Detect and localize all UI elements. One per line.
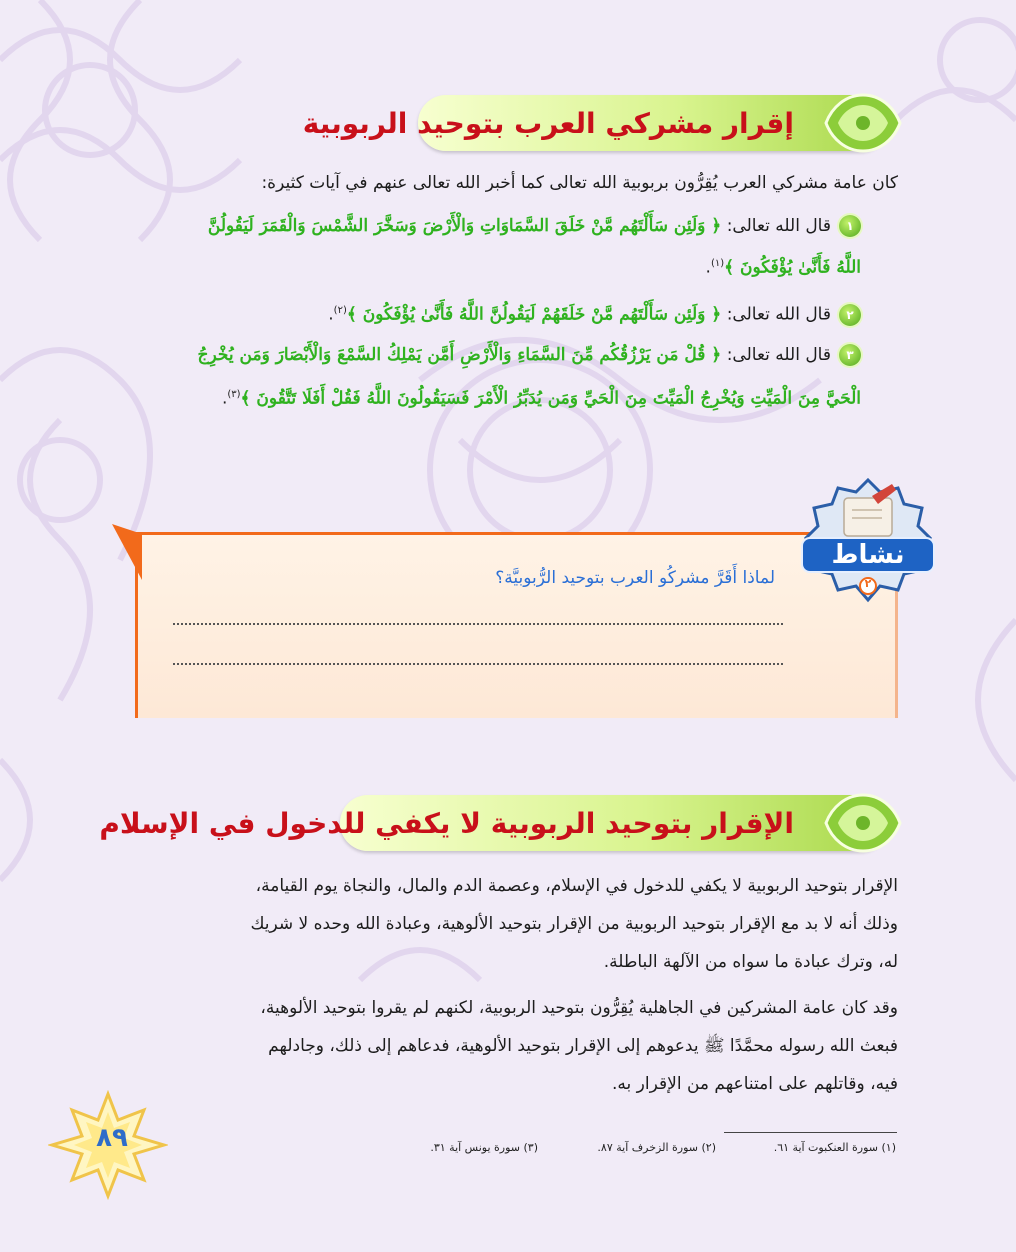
paragraph-line: فيه، وقاتلهم على امتناعهم من الإقرار به. [612,1074,898,1094]
quran-verse: الْحَيَّ مِنَ الْمَيِّتِ وَيُخْرِجُ الْمَيِّتَ مِنَ الْحَيِّ وَمَن يُدَبِّرُ الْأَمْرَ فَسَيَقُولُونَ اللَّهُ فَقُلْ أَفَلَا تَتَّقُونَ ﴾ [240,388,861,409]
page-number: ٨٩ [96,1123,128,1153]
list-item [141,336,861,374]
footnote-divider [724,1132,897,1133]
paragraph-line: فبعث الله رسوله محمَّدًا ﷺ يدعوهم إلى الإقرار بتوحيد الألوهية، فدعاهم إلى ذلك، وجادلهم [268,1036,898,1056]
answer-line[interactable] [173,623,783,625]
item-lead: قال الله تعالى: [726,216,831,236]
list-item-continuation: الْحَيَّ مِنَ الْمَيِّتِ وَيُخْرِجُ الْمَيِّتَ مِنَ الْحَيِّ وَمَن يُدَبِّرُ الْأَمْرَ فَسَيَقُولُونَ اللَّهُ فَقُلْ أَفَلَا تَتَّقُونَ ﴾$^{(٣)}$. [221,388,861,409]
item-lead: قال الله تعالى: [726,304,831,325]
leaf-ornament-icon [820,89,906,157]
item-number-badge: ١ [839,215,861,237]
footnote: (٣) سورة يونس آية ٣١. [430,1141,538,1154]
item-number-badge: ٣ [839,344,861,366]
item-number-badge: ٢ [839,304,861,326]
paragraph-line: وذلك أنه لا بد مع الإقرار بتوحيد الربوبية من الإقرار بتوحيد الألوهية، وعبادة الله وحده لا شريك [250,914,898,934]
activity-question: لماذا أَقَرَّ مشركُو العرب بتوحيد الرُّبوبيَّة؟ [495,568,775,588]
leaf-ornament-icon [820,789,906,857]
intro-paragraph: كان عامة مشركي العرب يُقِرُّون بربوبية الله تعالى كما أخبر الله تعالى عنهم في آيات كثيرة: [261,173,898,193]
section-title: الإقرار بتوحيد الربوبية لا يكفي للدخول في الإسلام [99,806,794,840]
paragraph-line: وقد كان عامة المشركين في الجاهلية يُقِرُّون بتوحيد الربوبية، لكنهم لم يقروا بتوحيد الألوهية، [260,998,898,1018]
activity-badge-number: ٢ [864,577,872,590]
section-title: إقرار مشركي العرب بتوحيد الربوبية [302,106,794,140]
paragraph-line: الإقرار بتوحيد الربوبية لا يكفي للدخول في الإسلام، وعصمة الدم والمال، والنجاة يوم القيامة، [255,876,898,896]
footnote-ref: (٣) [227,389,241,400]
answer-line[interactable] [173,663,783,665]
footnote: (١) سورة العنكبوت آية ٦١. [773,1141,896,1154]
activity-badge-label: نشاط [831,540,905,570]
list-item: ٢قال الله تعالى: ﴿ وَلَئِن سَأَلْتَهُم مَّنْ خَلَقَهُمْ لَيَقُولُنَّ اللَّهُ فَأَنَّىٰ يُؤْفَكُونَ ﴾$^{(٢)}$. [141,292,861,334]
footnote-ref: (١) [710,258,725,269]
quran-verse: ﴿ وَلَئِن سَأَلْتَهُم مَّنْ خَلَقَ السَّمَاوَاتِ وَالْأَرْضَ وَسَخَّرَ الشَّمْسَ وَالْقَمَرَ لَيَقُولُنَّ [207,216,722,236]
footnote-ref: (٢) [333,305,347,316]
quran-verse: ﴿ قُلْ مَن يَرْزُقُكُم مِّنَ السَّمَاءِ وَالْأَرْضِ أَمَّن يَمْلِكُ السَّمْعَ وَالْأَبْصَارَ وَمَن يُخْرِجُ [197,345,722,365]
paragraph-line: له، وترك عبادة ما سواه من الآلهة الباطلة. [603,952,898,972]
activity-box [135,532,898,718]
footnote: (٢) سورة الزخرف آية ٨٧. [597,1141,716,1154]
quran-verse: ﴿ وَلَئِن سَأَلْتَهُم مَّنْ خَلَقَهُمْ لَيَقُولُنَّ اللَّهُ فَأَنَّىٰ يُؤْفَكُونَ ﴾ [346,304,722,325]
list-item [141,207,861,245]
quran-verse: اللَّهُ فَأَنَّىٰ يُؤْفَكُونَ ﴾ [724,257,861,278]
list-item-continuation: اللَّهُ فَأَنَّىٰ يُؤْفَكُونَ ﴾$^{(١)}$. [705,257,861,278]
section-header-not-sufficient [99,795,888,851]
item-lead: قال الله تعالى: [726,345,831,365]
activity-corner-flag [108,520,142,580]
section-header-rububiyyah [302,95,888,151]
